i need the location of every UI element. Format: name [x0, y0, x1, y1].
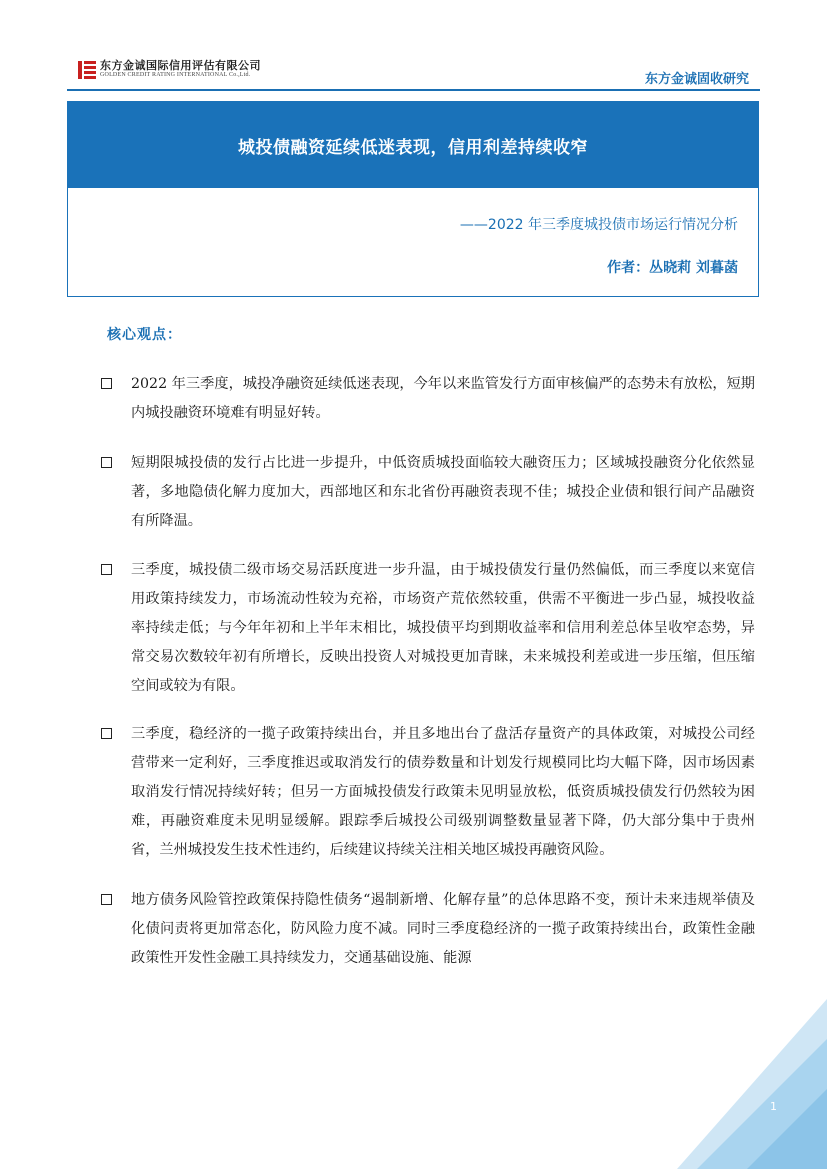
point-text: 三季度，稳经济的一揽子政策持续出台，并且多地出台了盘活存量资产的具体政策，对城投公司经营带来一定利好，三季度推迟或取消发行的债券数量和计划发行规模同比均大幅下降，因市场因素取消发行情况持续好转；但另一方面城投债发行政策未见明显放松，低资质城投债发行仍然较为困难，再融资难度未见明显缓解。跟踪季后城投公司级别调整数量显著下降，仍大部分集中于贵州省，兰州城投发生技术性违约，后续建议持续关注相关地区城投再融资风险。: [131, 726, 755, 858]
list-item: [100, 886, 755, 973]
report-title: 城投债融资延续低迷表现，信用利差持续收窄: [238, 137, 588, 158]
title-box: [67, 101, 759, 297]
company-name-cn: 东方金诚国际信用评估有限公司: [100, 59, 261, 72]
section-label: 东方金诚固收研究: [644, 72, 749, 87]
logo-mark-icon: [78, 61, 96, 79]
list-item: [100, 370, 755, 428]
page-corner-decoration: [677, 999, 827, 1169]
report-subtitle: ——2022 年三季度城投债市场运行情况分析: [459, 217, 738, 233]
list-item: [100, 449, 755, 536]
list-item: [100, 720, 755, 865]
core-views-heading: 核心观点：: [107, 327, 182, 343]
report-authors: 作者：丛晓莉 刘暮菡: [607, 260, 738, 276]
checkbox-icon: [101, 894, 112, 905]
title-band: [68, 102, 758, 188]
checkbox-icon: [101, 728, 112, 739]
header-divider: [67, 89, 760, 91]
core-points-list: [100, 370, 755, 994]
point-text: 2022 年三季度，城投净融资延续低迷表现，今年以来监管发行方面审核偏严的态势未有放松，短期内城投融资环境难有明显好转。: [131, 376, 755, 421]
point-text: 三季度，城投债二级市场交易活跃度进一步升温，由于城投债发行量仍然偏低，而三季度以来宽信用政策持续发力，市场流动性较为充裕，市场资产荒依然较重，供需不平衡进一步凸显，城投收益率持续走低；与今年年初和上半年末相比，城投债平均到期收益率和信用利差总体呈收窄态势，异常交易次数较年初有所增长，反映出投资人对城投更加青睐，未来城投利差或进一步压缩，但压缩空间或较为有限。: [131, 562, 755, 694]
checkbox-icon: [101, 378, 112, 389]
page-number: 1: [770, 1100, 777, 1113]
list-item: [100, 556, 755, 701]
checkbox-icon: [101, 564, 112, 575]
company-logo: [78, 60, 261, 79]
company-name-en: GOLDEN CREDIT RATING INTERNATIONAL Co.,Ltd.: [100, 72, 251, 78]
point-text: 短期限城投债的发行占比进一步提升，中低资质城投面临较大融资压力；区域城投融资分化依然显著，多地隐债化解力度加大，西部地区和东北省份再融资表现不佳；城投企业债和银行间产品融资有所降温。: [131, 455, 755, 529]
checkbox-icon: [101, 457, 112, 468]
point-text: 地方债务风险管控政策保持隐性债务“遏制新增、化解存量”的总体思路不变，预计未来违规举债及化债问责将更加常态化，防风险力度不减。同时三季度稳经济的一揽子政策持续出台，政策性金融政策性开发性金融工具持续发力，交通基础设施、能源: [131, 892, 755, 966]
